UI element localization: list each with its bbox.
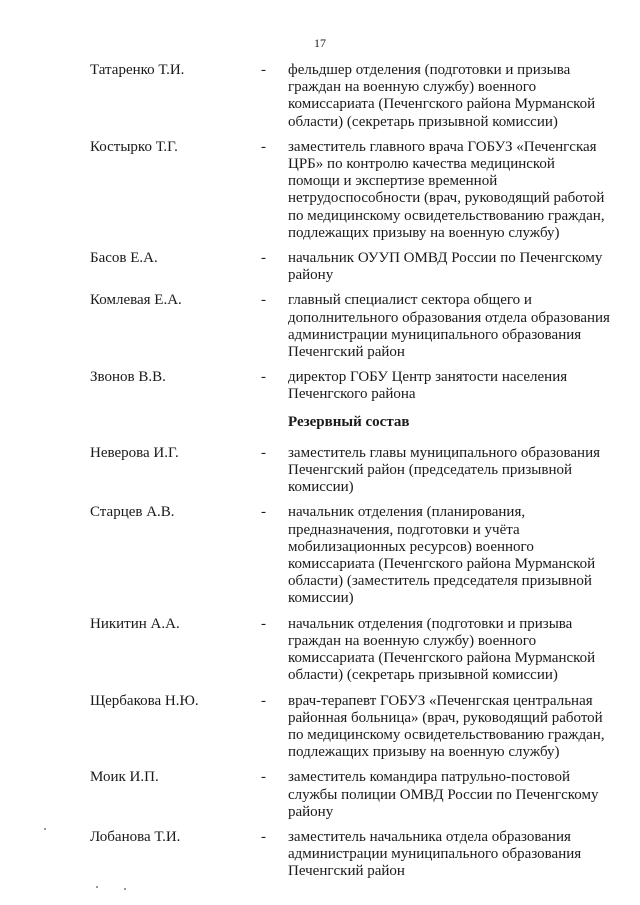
page-number: 17	[314, 36, 326, 50]
member-entry	[0, 292, 640, 361]
reserve-member-entry	[0, 504, 640, 607]
dash-separator: -	[261, 769, 266, 786]
member-role: фельдшер отделения (подготовки и призыва граждан на военную службу) военного комиссариата (Печенгского района Мурманской области) (секретарь призывной комиссии)	[288, 62, 596, 130]
dash-separator: -	[261, 504, 266, 521]
dash-separator: -	[261, 250, 266, 267]
member-name: Никитин А.А.	[90, 615, 180, 632]
dash-separator: -	[261, 369, 266, 386]
member-name: Комлевая Е.А.	[90, 292, 182, 309]
dash-separator: -	[261, 138, 266, 155]
dash-separator: -	[261, 615, 266, 632]
member-entry	[0, 62, 640, 131]
member-name: Татаренко Т.И.	[90, 62, 185, 78]
member-role: заместитель командира патрульно-постовой службы полиции ОМВД России по Печенгскому району	[288, 769, 599, 820]
dash-separator: -	[261, 292, 266, 309]
reserve-member-entry	[0, 693, 640, 762]
member-name: Басов Е.А.	[90, 250, 158, 267]
scan-speck	[124, 888, 126, 890]
member-name: Щербакова Н.Ю.	[90, 692, 199, 709]
member-role: начальник отделения (подготовки и призыва граждан на военную службу) военного комиссариата (Печенгского района Мурманской области) (секретарь призывной комиссии)	[288, 615, 596, 684]
dash-separator: -	[261, 692, 266, 709]
reserve-member-entry	[0, 769, 640, 821]
member-role: директор ГОБУ Центр занятости населения Печенгского района	[288, 369, 568, 403]
dash-separator: -	[261, 62, 266, 78]
scan-speck	[96, 886, 98, 888]
reserve-member-entry	[0, 616, 640, 685]
member-role: начальник отделения (планирования, предназначения, подготовки и учёта мобилизационных ресурсов) военного комиссариата (Печенгского района Мурманской области) (заместитель председателя призывной комиссии)	[288, 504, 596, 607]
member-entry	[0, 250, 640, 284]
dash-separator: -	[261, 828, 266, 845]
member-role: начальник ОУУП ОМВД России по Печенгскому району	[288, 250, 603, 284]
reserve-section-heading: Резервный состав	[288, 413, 410, 430]
reserve-member-entry	[0, 445, 640, 497]
member-entry	[0, 369, 640, 403]
reserve-member-entry	[0, 829, 640, 881]
member-role: заместитель главного врача ГОБУЗ «Печенгская ЦРБ» по контролю качества медицинской помощи и экспертизе временной нетрудоспособности (врач, руководящий работой по медицинскому освидетельствованию граждан, подлежащих призыву на военную службу)	[288, 138, 605, 241]
member-name: Лобанова Т.И.	[90, 828, 181, 845]
member-role: заместитель начальника отдела образования администрации муниципального образования Печенгский район	[288, 828, 582, 880]
member-name: Моик И.П.	[90, 769, 159, 786]
member-name: Неверова И.Г.	[90, 444, 179, 461]
member-name: Костырко Т.Г.	[90, 138, 178, 155]
member-role: заместитель главы муниципального образования Печенгский район (председатель призывной комиссии)	[288, 444, 601, 496]
scan-speck	[44, 828, 46, 830]
member-name: Звонов В.В.	[90, 369, 166, 386]
dash-separator: -	[261, 444, 266, 461]
commission-list	[0, 62, 640, 889]
member-entry	[0, 139, 640, 242]
member-name: Старцев А.В.	[90, 504, 175, 521]
member-role: врач-терапевт ГОБУЗ «Печенгская центральная районная больница» (врач, руководящий работой по медицинскому освидетельствованию граждан, подлежащих призыву на военную службу)	[288, 692, 605, 761]
member-role: главный специалист сектора общего и дополнительного образования отдела образования администрации муниципального образования Печенгский район	[288, 292, 610, 361]
